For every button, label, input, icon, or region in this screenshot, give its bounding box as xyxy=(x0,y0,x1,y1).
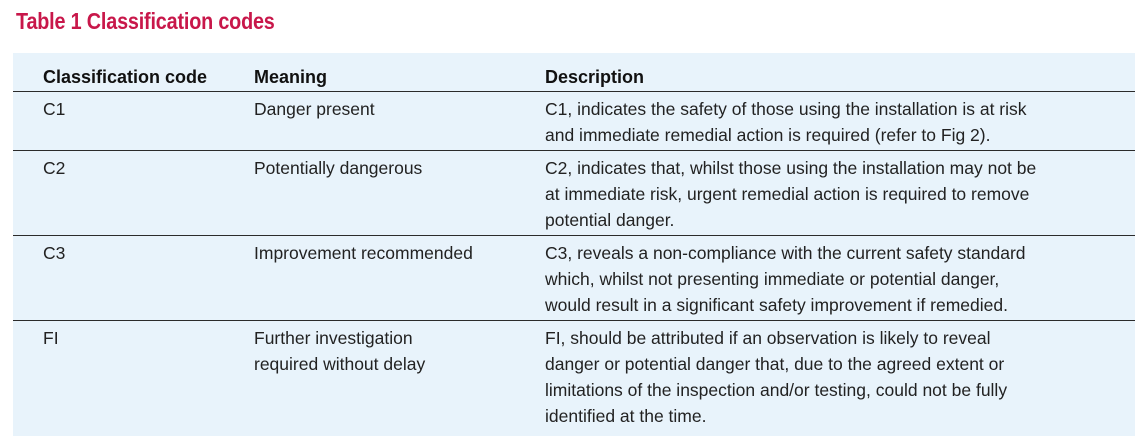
description-line: at immediate risk, urgent remedial action is required to remove xyxy=(545,184,1030,204)
description-line: limitations of the inspection and/or testing, could not be fully xyxy=(545,380,1008,400)
table-row xyxy=(13,151,1135,236)
table-title: Table 1 Classification codes xyxy=(16,8,275,34)
description-line: and immediate remedial action is required (refer to Fig 2). xyxy=(545,125,991,145)
header-meaning: Meaning xyxy=(254,67,328,87)
table-row xyxy=(13,321,1135,433)
row-description xyxy=(545,155,1133,233)
description-line: C2, indicates that, whilst those using the installation may not be xyxy=(545,158,1037,178)
row-meaning xyxy=(254,325,425,377)
row-description xyxy=(545,240,1133,318)
row-code: C2 xyxy=(43,158,66,178)
description-line: would result in a significant safety improvement if remedied. xyxy=(545,295,1008,315)
description-line: danger or potential danger that, due to the agreed extent or xyxy=(545,354,1005,374)
description-line: FI, should be attributed if an observation is likely to reveal xyxy=(545,328,991,348)
row-code: FI xyxy=(43,328,59,348)
description-line: C3, reveals a non-compliance with the current safety standard xyxy=(545,243,1026,263)
row-code: C3 xyxy=(43,243,66,263)
meaning-line: Improvement recommended xyxy=(254,243,473,263)
meaning-line: Potentially dangerous xyxy=(254,158,423,178)
table-header-row xyxy=(13,62,1135,92)
description-line: which, whilst not presenting immediate or potential danger, xyxy=(545,269,1000,289)
meaning-line: Danger present xyxy=(254,99,375,119)
description-line: identified at the time. xyxy=(545,406,707,426)
description-line: potential danger. xyxy=(545,210,675,230)
row-meaning xyxy=(254,155,422,181)
header-description: Description xyxy=(545,67,645,87)
row-meaning xyxy=(254,240,473,266)
header-classification-code: Classification code xyxy=(43,67,208,87)
description-line: C1, indicates the safety of those using the installation is at risk xyxy=(545,99,1027,119)
table-row xyxy=(13,92,1135,151)
meaning-line: required without delay xyxy=(254,354,426,374)
row-description xyxy=(545,96,1133,148)
table-row xyxy=(13,236,1135,321)
row-description xyxy=(545,325,1133,429)
meaning-line: Further investigation xyxy=(254,328,413,348)
row-code: C1 xyxy=(43,99,66,119)
row-meaning xyxy=(254,96,375,122)
